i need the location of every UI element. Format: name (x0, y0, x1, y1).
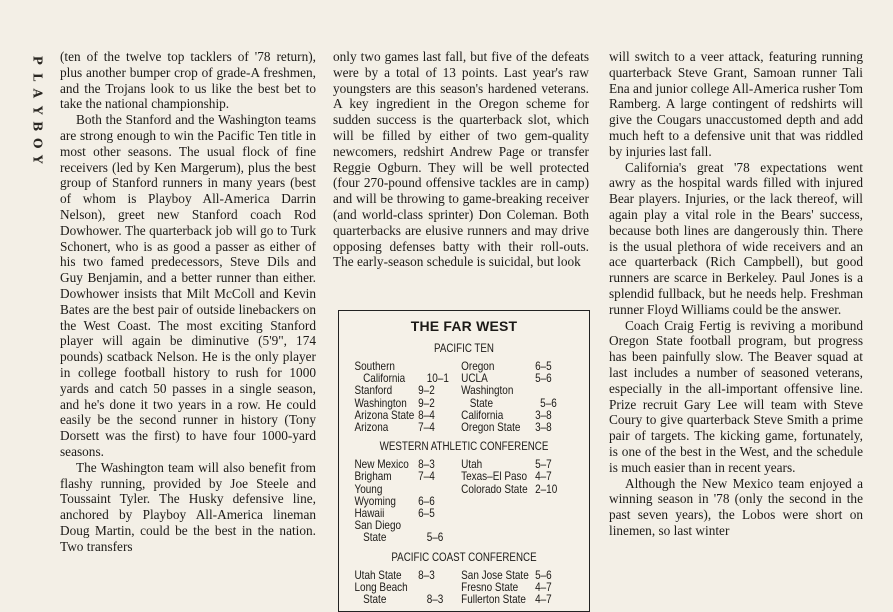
standings-row (461, 484, 569, 496)
standings-title: THE FAR WEST (410, 318, 518, 334)
article-paragraph: The Washington team will also benefit from flashy running, provided by Joe Steele and Toussaint Tyler. The Husky defensive line, anchored by Playboy All-America lineman Doug Martin, could be the best in the nation. Two transfers (60, 459, 316, 554)
team-name: Colorado State (461, 482, 528, 496)
team-record: 3–8 (535, 421, 552, 435)
standings-row (461, 385, 573, 397)
team-name: Oregon State (461, 421, 521, 435)
team-name: Utah (461, 458, 483, 472)
team-name: Texas–El Paso (461, 470, 528, 484)
team-record (535, 385, 569, 397)
team-name: Long Beach (354, 580, 408, 594)
team-record: 4–7 (535, 593, 552, 607)
standings-row (354, 532, 461, 544)
team-name: Southern (354, 360, 395, 373)
team-record: 6–5 (418, 507, 435, 521)
article-column-3 (609, 49, 863, 539)
article-paragraph: (ten of the twelve top tacklers of '78 return), plus another bumper crop of grade-A freshmen, and the Trojans look to us like the best bet to take the national championship. (60, 49, 316, 112)
team-name: Hawaii (354, 507, 385, 521)
side-label-letter: L (30, 72, 45, 81)
conference-title: WESTERN ATHLETIC CONFERENCE (379, 441, 549, 454)
team-record: 8–3 (418, 458, 435, 472)
article-paragraph: will switch to a veer attack, featuring running quarterback Steve Grant, Samoan runner Tali Ena and junior college All-America rusher Tom Ramberg. A large contingent of redshirts will give the Cougars unaccustomed depth and add much heft to a defensive unit that was riddled by injuries last fall. (609, 49, 863, 159)
side-label-letter: B (30, 121, 45, 132)
team-name: State (363, 531, 387, 545)
team-name: California (363, 372, 406, 386)
article-paragraph: only two games last fall, but five of the defeats were by a total of 13 points. Last year's raw youngsters are this season's hardened veterans. A key ingredient in the Oregon scheme for sudden success is the quarterback slot, which will be filled by either of two gem-quality newcomers, redshirt Andrew Page or transfer Reggie Ogburn. They will be well protected (four 270-pound offensive tackles are in camp) and will be throwing to game-breaking receiver (and world-class sprinter) Don Coleman. Both quarterbacks are elusive runners and may drive opposing defenses batty with their roll-outs. The early-season schedule is suicidal, but look (333, 49, 589, 270)
standings-column (354, 570, 461, 607)
team-name: California (461, 408, 504, 422)
team-name: Arizona (354, 421, 389, 435)
side-label-letter: A (30, 88, 45, 98)
standings-row (461, 422, 573, 434)
team-record: 4–7 (535, 580, 552, 594)
team-record: 7–4 (418, 470, 435, 484)
standings-column (461, 459, 569, 544)
team-record: 6–6 (418, 494, 435, 508)
article-paragraph: Coach Craig Fertig is reviving a moribund Oregon State football program, but progress has been painfully slow. The Beaver squad at last includes a number of seasoned veterans, especially in the all-important offensive line. Prize recruit Gary Lee will team with Steve Coury to give quarterback Steve Smith a prime pair of targets. The kicking game, fortunately, is one of the best in the West, and the schedule is much easier than in recent years. (609, 317, 863, 475)
article-paragraph: Both the Stanford and the Washington teams are strong enough to win the Pacific Ten title in most other seasons. The usual flock of fine receivers (led by Ken Margerum), plus the best group of Stanford runners in many years (best of whom is Playboy All-America Darrin Nelson), greet new Stanford coach Rod Dowhower. The quarterback job will go to Turk Schonert, who is as good a passer as either of his two famed predecessors, Steve Dils and Guy Benjamin, and a better runner than either. Dowhower insists that Milt McColl and Kevin Bates are the best pair of outside linebackers on the West Coast. The most exciting Stanford player will again be diminutive (5'9", 174 pounds) scatback Nelson. He is the only player in college football history to rush for 1000 yards and catch 50 passes in a single season, and he's done it two years in a row. He could easily be the second runner in history (Tony Dorsett was the first) to have four 1000-yard seasons. (60, 112, 316, 459)
team-name: State (363, 593, 387, 607)
team-name: UCLA (461, 372, 488, 386)
team-record: 4–7 (535, 470, 552, 484)
team-record: 5–7 (535, 458, 552, 472)
team-name: Arizona State (354, 408, 415, 422)
article-column-2 (333, 49, 589, 270)
conference-list (339, 343, 589, 606)
team-record: 7–4 (418, 421, 435, 435)
conference-standings (339, 458, 558, 545)
team-name: Oregon (461, 360, 495, 373)
team-record: 5–6 (540, 396, 557, 410)
team-name: Utah State (354, 568, 402, 582)
conference-standings (339, 570, 554, 607)
team-name: San Diego (354, 519, 402, 533)
side-label-letter: Y (30, 154, 45, 164)
side-label-letter: Y (30, 105, 45, 115)
team-name: Washington (354, 396, 407, 410)
team-record: 9–2 (418, 396, 435, 410)
team-name: Washington (461, 384, 514, 398)
side-label-letter: P (30, 55, 45, 65)
standings-column (461, 570, 569, 607)
team-record: 8–3 (426, 593, 444, 607)
team-name: State (469, 396, 494, 410)
team-record: 6–5 (535, 360, 552, 373)
standings-row (461, 398, 573, 410)
standings-row (354, 496, 461, 508)
standings-box (338, 310, 590, 612)
team-record: 5–6 (535, 568, 552, 582)
team-name: San Jose State (461, 568, 529, 582)
standings-column (461, 361, 573, 434)
side-label-letter: O (30, 137, 45, 148)
team-name: Fullerton State (461, 593, 526, 607)
article-paragraph: California's great '78 expectations went awry as the hospital wards filled with injured Bear players. Injuries, or the lack thereof, will again play a vital role in the Bears' success, because both lines are dangerously thin. There is the usual plethora of wide receivers and an ace quarterback (Rich Campbell), but good runners are scarce in Berkeley. Paul Jones is a splendid fullback, but he needs help. Freshman runner Floyd Williams could be the answer. (609, 159, 863, 317)
standings-row (354, 471, 461, 495)
standings-row (354, 385, 461, 397)
article-paragraph: Although the New Mexico team enjoyed a winning season in '78 (only the second in the past seven years), the Lobos were short on linemen, so last winter (609, 475, 863, 538)
conference-title: PACIFIC TEN (434, 343, 494, 355)
conference-title: PACIFIC COAST CONFERENCE (391, 551, 537, 564)
team-name: Brigham Young (354, 470, 392, 496)
standings-column (354, 459, 461, 544)
article-column-1 (60, 49, 316, 555)
standings-row (354, 594, 461, 606)
standings-column (354, 361, 461, 434)
standings-row (461, 594, 569, 606)
team-name: Stanford (354, 384, 393, 398)
team-name: Fresno State (461, 580, 519, 594)
team-record: 2–10 (535, 482, 558, 496)
team-name: Wyoming (354, 494, 396, 508)
conference-standings (339, 360, 557, 435)
team-record: 5–6 (535, 372, 552, 386)
team-record: 8–3 (418, 568, 435, 582)
team-record: 10–1 (426, 372, 449, 386)
magazine-side-label (30, 52, 44, 168)
team-record: 5–6 (426, 531, 444, 545)
standings-row (354, 398, 461, 410)
team-name: New Mexico (354, 458, 409, 472)
standings-row (354, 422, 461, 434)
team-record: 8–4 (418, 408, 435, 422)
team-record: 9–2 (418, 384, 435, 398)
team-record: 3–8 (535, 408, 552, 422)
